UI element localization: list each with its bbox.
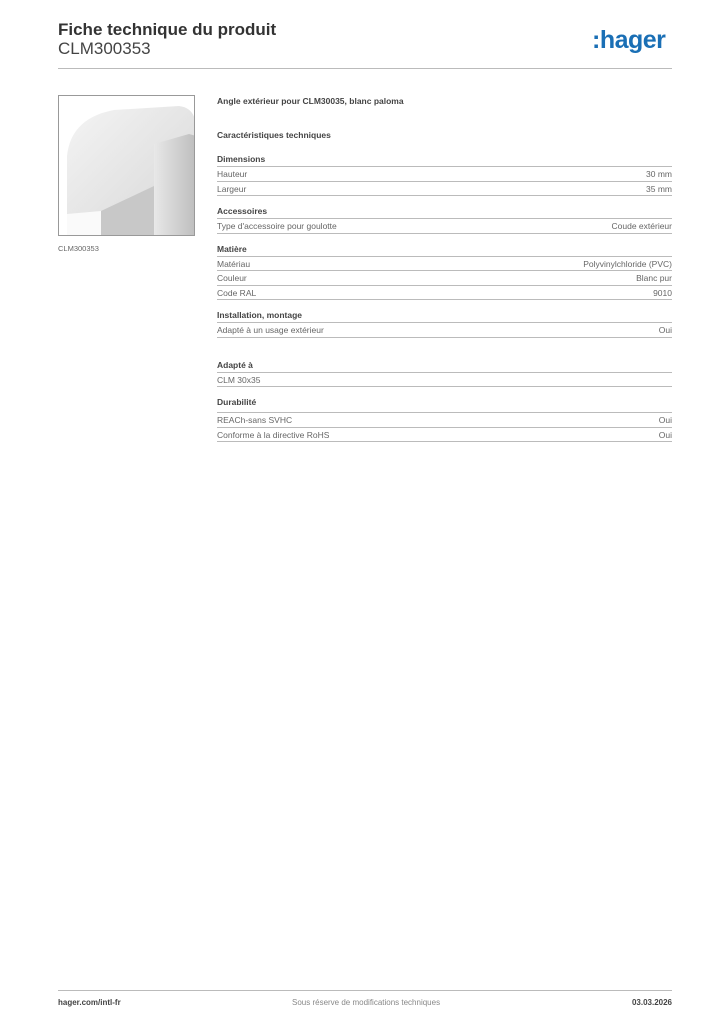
- spec-value: Coude extérieur: [611, 221, 672, 231]
- footer-divider: [58, 990, 672, 991]
- spec-row: [217, 167, 672, 182]
- spec-label: REACh-sans SVHC: [217, 415, 293, 425]
- spec-row: [217, 323, 672, 338]
- spec-row: [217, 257, 672, 272]
- product-image: [58, 95, 195, 236]
- spec-label: Hauteur: [217, 169, 248, 179]
- spec-row: [217, 182, 672, 197]
- header-divider: [58, 68, 672, 69]
- footer-disclaimer: Sous réserve de modifications techniques: [292, 998, 441, 1007]
- spec-row: [217, 373, 672, 388]
- footer-date: 03.03.2026: [631, 998, 672, 1007]
- spec-label: CLM 30x35: [217, 374, 261, 385]
- spec-label: Matériau: [217, 258, 251, 269]
- spec-row: [217, 219, 672, 234]
- spec-label: Largeur: [217, 183, 247, 194]
- spec-label: Adapté à un usage extérieur: [217, 325, 324, 335]
- spec-value: Oui: [658, 429, 672, 440]
- spec-label: Code RAL: [217, 287, 257, 298]
- spec-value: 9010: [653, 287, 672, 298]
- section-title: Matière: [217, 244, 672, 257]
- spec-value: Blanc pur: [636, 273, 672, 283]
- spec-row: [217, 413, 672, 428]
- image-caption: CLM300353: [58, 244, 99, 253]
- spec-value: Oui: [658, 415, 672, 425]
- section-title: Durabilité: [217, 397, 672, 413]
- page-title: Fiche technique du produit: [58, 20, 277, 39]
- product-description: Angle extérieur pour CLM30035, blanc paloma: [217, 96, 404, 106]
- section-matiere: [217, 244, 672, 301]
- section-title: Accessoires: [217, 206, 672, 219]
- spec-row: [217, 271, 672, 286]
- section-installation: [217, 310, 672, 338]
- product-code: CLM300353: [58, 39, 151, 58]
- spec-value: Polyvinylchloride (PVC): [583, 258, 672, 269]
- section-title: Dimensions: [217, 154, 672, 167]
- spec-content: [217, 96, 672, 442]
- spec-value: Oui: [658, 325, 672, 335]
- hager-logo: :hager: [592, 26, 666, 54]
- section-title: Installation, montage: [217, 310, 672, 323]
- section-durabilite: [217, 397, 672, 442]
- section-title: Adapté à: [217, 360, 672, 373]
- spec-label: Type d'accessoire pour goulotte: [217, 221, 337, 231]
- section-accessoires: [217, 206, 672, 234]
- specs-heading: Caractéristiques techniques: [217, 130, 331, 140]
- section-dimensions: [217, 154, 672, 196]
- spec-row: [217, 428, 672, 443]
- spec-row: [217, 286, 672, 301]
- section-adapte: [217, 360, 672, 388]
- spec-value: 35 mm: [646, 183, 672, 194]
- spec-value: 30 mm: [646, 169, 672, 179]
- footer-website-link[interactable]: hager.com/intl-fr: [58, 998, 121, 1007]
- spec-label: Conforme à la directive RoHS: [217, 429, 330, 440]
- spec-label: Couleur: [217, 273, 247, 283]
